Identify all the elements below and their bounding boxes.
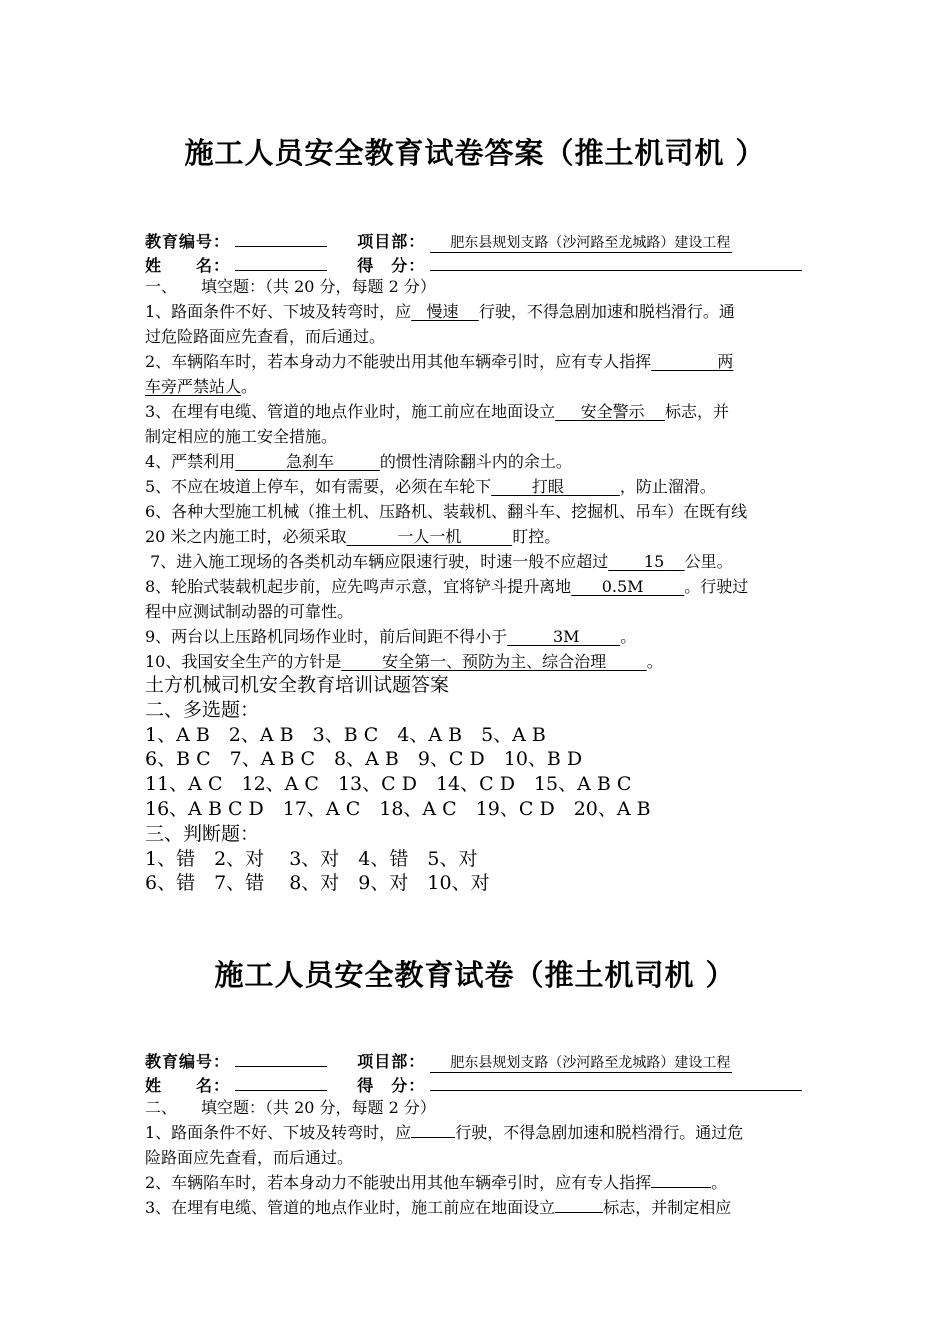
header-row-1 bbox=[145, 229, 732, 253]
project-label: 项目部： bbox=[357, 232, 426, 251]
question-2: 2、车辆陷车时，若本身动力不能驶出用其他车辆牵引时，应有专人指挥 两 bbox=[145, 352, 734, 371]
name-field[interactable] bbox=[235, 254, 327, 271]
tf-answers-line: 6、错 7、错 8、对 9、对 10、对 bbox=[145, 872, 490, 895]
question-10: 10、我国安全生产的方针是 安全第一、预防为主、综合治理 。 bbox=[145, 652, 663, 671]
answer-1: 慢速 bbox=[426, 302, 459, 321]
answer-sheet-title: 施工人员安全教育试卷答案（推土机司机 ） bbox=[184, 136, 766, 170]
answer-blank-1[interactable] bbox=[411, 1121, 455, 1138]
question-3: 3、在埋有电缆、管道的地点作业时，施工前应在地面设立 安全警示 标志，并 bbox=[145, 402, 729, 421]
true-false-heading: 三、判断题： bbox=[145, 822, 260, 845]
exam-header-row-1 bbox=[145, 1049, 732, 1073]
mc-answers-line: 1、A B 2、A B 3、B C 4、A B 5、A B bbox=[145, 723, 546, 746]
score-field[interactable] bbox=[430, 1074, 802, 1091]
question-9: 9、两台以上压路机同场作业时，前后间距不得小于 3M 。 bbox=[145, 627, 637, 646]
question-8: 8、轮胎式装载机起步前，应先鸣声示意，宜将铲斗提升离地 0.5M 。行驶过 bbox=[145, 577, 749, 596]
multiple-choice-heading: 二、多选题： bbox=[145, 698, 260, 721]
answer-10: 安全第一、预防为主、综合治理 bbox=[382, 652, 607, 671]
answer-key bbox=[145, 673, 825, 896]
fill-heading: 一、 填空题：（共 20 分，每题 2 分） bbox=[145, 277, 436, 296]
mc-answers-line: 11、A C 12、A C 13、C D 14、C D 15、A B C bbox=[145, 773, 632, 796]
project-label: 项目部： bbox=[357, 1052, 426, 1071]
answer-blank-2[interactable] bbox=[651, 1171, 711, 1188]
exam-title: 施工人员安全教育试卷（推土机司机 ） bbox=[214, 958, 736, 992]
answer-2b: 车旁严禁站人 bbox=[145, 377, 242, 396]
score-label: 得 分： bbox=[357, 1076, 426, 1095]
exam-header-row-2 bbox=[145, 1073, 802, 1096]
exam-question-3: 3、在埋有电缆、管道的地点作业时，施工前应在地面设立 标志，并制定相应 bbox=[145, 1198, 732, 1217]
education-number-label: 教育编号： bbox=[145, 1052, 231, 1071]
exam-question-2: 2、车辆陷车时，若本身动力不能驶出用其他车辆牵引时，应有专人指挥 。 bbox=[145, 1173, 728, 1192]
question-5: 5、不应在坡道上停车，如有需要，必须在车轮下 打眼 ，防止溜滑。 bbox=[145, 477, 716, 496]
name-field[interactable] bbox=[235, 1074, 327, 1091]
question-1: 1、路面条件不好、下坡及转弯时，应 慢速 行驶，不得急剧加速和脱档滑行。通 bbox=[145, 302, 735, 321]
education-number-field[interactable] bbox=[235, 1050, 327, 1067]
question-7: 7、进入施工现场的各类机动车辆应限速行驶，时速一般不应超过 15 公里。 bbox=[150, 552, 733, 571]
header-row-2 bbox=[145, 253, 802, 276]
score-label: 得 分： bbox=[357, 256, 426, 275]
answer-blank-3[interactable] bbox=[555, 1196, 603, 1213]
answer-2a: 两 bbox=[717, 352, 734, 371]
question-8-cont: 程中应测试制动器的可靠性。 bbox=[145, 602, 354, 621]
answer-6: 一人一机 bbox=[397, 527, 462, 546]
answer-3: 安全警示 bbox=[580, 402, 645, 421]
education-number-label: 教育编号： bbox=[145, 232, 231, 251]
exam-question-1: 1、路面条件不好、下坡及转弯时，应 行驶，不得急剧加速和脱档滑行。通过危 bbox=[145, 1123, 744, 1142]
mc-answers-line: 6、B C 7、A B C 8、A B 9、C D 10、B D bbox=[145, 748, 583, 771]
mc-answers-line: 16、A B C D 17、A C 18、A C 19、C D 20、A B bbox=[145, 797, 651, 820]
question-6: 6、各种大型施工机械（推土机、压路机、装载机、翻斗车、挖掘机、吊车）在既有线 bbox=[145, 502, 748, 521]
tf-answers-line: 1、错 2、对 3、对 4、错 5、对 bbox=[145, 847, 478, 870]
project-value: 肥东县规划支路（沙河路至龙城路）建设工程 bbox=[430, 1052, 732, 1073]
question-3-cont: 制定相应的施工安全措施。 bbox=[145, 427, 338, 446]
project-value: 肥东县规划支路（沙河路至龙城路）建设工程 bbox=[430, 232, 732, 253]
answer-4: 急刹车 bbox=[286, 452, 335, 471]
question-4: 4、严禁利用 急刹车 的惯性清除翻斗内的余土。 bbox=[145, 452, 572, 471]
question-2-cont: 车旁严禁站人。 bbox=[145, 377, 258, 396]
answer-8: 0.5M bbox=[601, 577, 644, 596]
education-number-field[interactable] bbox=[235, 230, 327, 247]
answer-9: 3M bbox=[552, 627, 580, 646]
answer-5: 打眼 bbox=[531, 477, 564, 496]
score-field[interactable] bbox=[430, 254, 802, 271]
name-label: 姓 名： bbox=[145, 1076, 231, 1095]
answer-7: 15 bbox=[643, 552, 665, 571]
name-label: 姓 名： bbox=[145, 256, 231, 275]
exam-fill-in bbox=[145, 1095, 815, 1220]
exam-question-1-cont: 险路面应先查看，而后通过。 bbox=[145, 1148, 354, 1167]
question-1-cont: 过危险路面应先查看，而后通过。 bbox=[145, 327, 386, 346]
fill-heading: 二、 填空题：（共 20 分，每题 2 分） bbox=[145, 1098, 436, 1117]
question-6-cont: 20 米之内施工时，必须采取 一人一机 盯控。 bbox=[145, 527, 561, 546]
fill-in-answers bbox=[145, 274, 815, 674]
answer-key-subtitle: 土方机械司机安全教育培训试题答案 bbox=[145, 674, 450, 696]
